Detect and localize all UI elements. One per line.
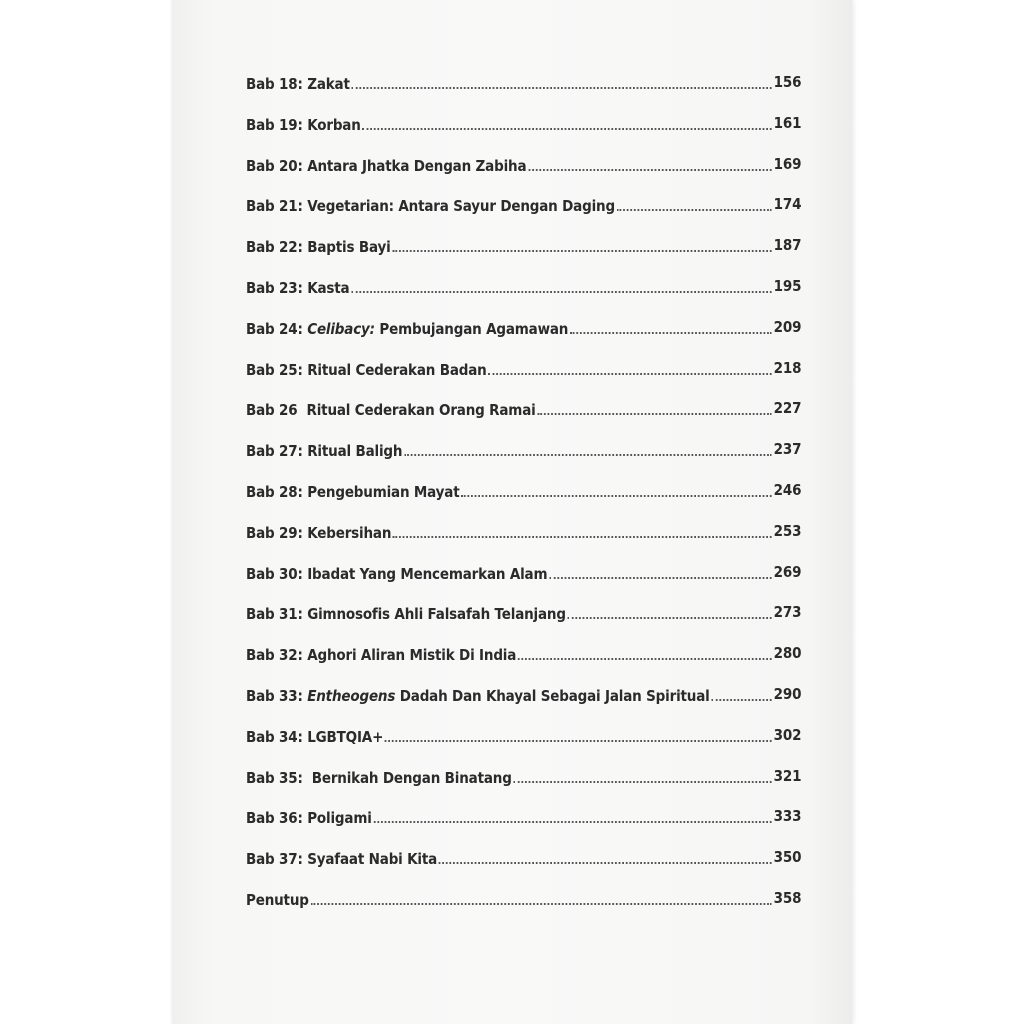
toc-entry-title-italic: Entheogens: [307, 686, 396, 705]
toc-entry-page-number: 280: [773, 644, 802, 663]
toc-entry: [246, 274, 801, 315]
toc-entry-title: Bab 22: Baptis Bayi: [246, 238, 391, 257]
toc-entry: [246, 560, 801, 601]
toc-entry-title: Penutup: [246, 890, 309, 909]
toc-entry-title: Bab 27: Ritual Baligh: [246, 442, 403, 461]
toc-entry-title: Bab 32: Aghori Aliran Mistik Di India: [246, 646, 517, 665]
dot-leader: [373, 804, 771, 823]
toc-entry: [246, 315, 801, 356]
toc-entry: [246, 478, 801, 519]
toc-entry: [246, 764, 801, 805]
table-of-contents: [246, 70, 802, 927]
dot-leader: [513, 764, 771, 783]
toc-entry-title-rest: Dadah Dan Khayal Sebagai Jalan Spiritual: [395, 686, 710, 705]
toc-entry-page-number: 161: [773, 113, 802, 132]
toc-entry-title: Bab 29: Kebersihan: [246, 523, 392, 542]
toc-entry-title: Bab 23: Kasta: [246, 278, 350, 297]
toc-entry: [246, 641, 801, 682]
toc-entry: [246, 111, 801, 152]
dot-leader: [549, 560, 772, 579]
toc-entry-page-number: 187: [773, 236, 802, 255]
toc-entry: [246, 519, 801, 560]
toc-entry-title: Bab 35: Bernikah Dengan Binatang: [246, 768, 512, 787]
toc-entry-title: [246, 315, 568, 338]
dot-leader: [711, 682, 771, 701]
toc-entry-title: Bab 34: LGBTQIA+: [246, 727, 384, 746]
toc-entry-title: Bab 36: Poligami: [246, 809, 372, 828]
toc-entry: [246, 804, 801, 845]
dot-leader: [488, 356, 771, 375]
toc-entry: [246, 192, 801, 233]
toc-entry-page-number: 169: [773, 154, 802, 173]
toc-entry-page-number: 218: [773, 358, 802, 377]
toc-entry: [246, 682, 801, 723]
toc-entry-page-number: 156: [773, 73, 802, 91]
toc-entry: [246, 723, 801, 764]
toc-entry: [246, 233, 801, 274]
toc-entry-title-prefix: Bab 33:: [246, 686, 308, 705]
dot-leader: [461, 478, 772, 497]
toc-entry: [246, 152, 801, 193]
toc-entry-page-number: 269: [773, 562, 802, 581]
toc-entry: [246, 396, 801, 437]
dot-leader: [537, 396, 771, 415]
dot-leader: [311, 886, 772, 905]
toc-entry-page-number: 333: [773, 807, 802, 826]
toc-entry-page-number: 321: [773, 766, 802, 785]
toc-entry-page-number: 195: [773, 276, 802, 295]
toc-entry-title-rest: Pembujangan Agamawan: [374, 319, 569, 338]
toc-entry-title-italic: Celibacy:: [307, 319, 375, 338]
dot-leader: [518, 641, 772, 660]
dot-leader: [352, 70, 772, 89]
toc-entry-page-number: 290: [773, 684, 802, 703]
toc-entry-title: [246, 682, 710, 705]
toc-entry-page-number: 246: [773, 480, 802, 499]
dot-leader: [570, 315, 772, 334]
dot-leader: [568, 600, 772, 619]
toc-entry-title: Bab 21: Vegetarian: Antara Sayur Dengan Daging: [246, 197, 615, 216]
dot-leader: [362, 111, 771, 130]
toc-entry-page-number: 302: [773, 725, 802, 744]
toc-entry-title: Bab 30: Ibadat Yang Mencemarkan Alam: [246, 564, 548, 583]
book-page: [172, 0, 852, 1024]
dot-leader: [528, 152, 772, 171]
toc-entry: [246, 600, 801, 641]
dot-leader: [351, 274, 772, 293]
toc-entry: [246, 356, 801, 397]
toc-entry-page-number: 253: [773, 521, 802, 540]
toc-entry: [246, 845, 801, 886]
dot-leader: [404, 437, 772, 456]
toc-entry: [246, 70, 801, 111]
dot-leader: [392, 233, 772, 252]
toc-entry-page-number: 174: [773, 195, 802, 214]
toc-entry-title: Bab 37: Syafaat Nabi Kita: [246, 850, 438, 869]
dot-leader: [439, 845, 772, 864]
toc-entry: [246, 886, 801, 927]
toc-entry-title: Bab 31: Gimnosofis Ahli Falsafah Telanjang: [246, 605, 566, 624]
toc-entry-page-number: 237: [773, 440, 802, 459]
dot-leader: [393, 519, 772, 538]
toc-entry-page-number: 358: [773, 888, 802, 907]
toc-entry-title: Bab 25: Ritual Cederakan Badan: [246, 360, 487, 379]
toc-entry-title: Bab 19: Korban: [246, 115, 361, 134]
dot-leader: [385, 723, 772, 742]
toc-entry-page-number: 273: [773, 603, 802, 622]
toc-entry-title: Bab 28: Pengebumian Mayat: [246, 482, 460, 501]
dot-leader: [617, 192, 772, 211]
toc-entry-title: Bab 20: Antara Jhatka Dengan Zabiha: [246, 156, 527, 175]
toc-entry-title: Bab 18: Zakat: [246, 75, 350, 93]
toc-entry-page-number: 350: [773, 848, 802, 867]
toc-entry-page-number: 227: [773, 399, 802, 418]
toc-entry-page-number: 209: [773, 317, 802, 336]
toc-entry: [246, 437, 801, 478]
toc-entry-title-prefix: Bab 24:: [246, 319, 308, 338]
toc-entry-title: Bab 26 Ritual Cederakan Orang Ramai: [246, 401, 536, 420]
